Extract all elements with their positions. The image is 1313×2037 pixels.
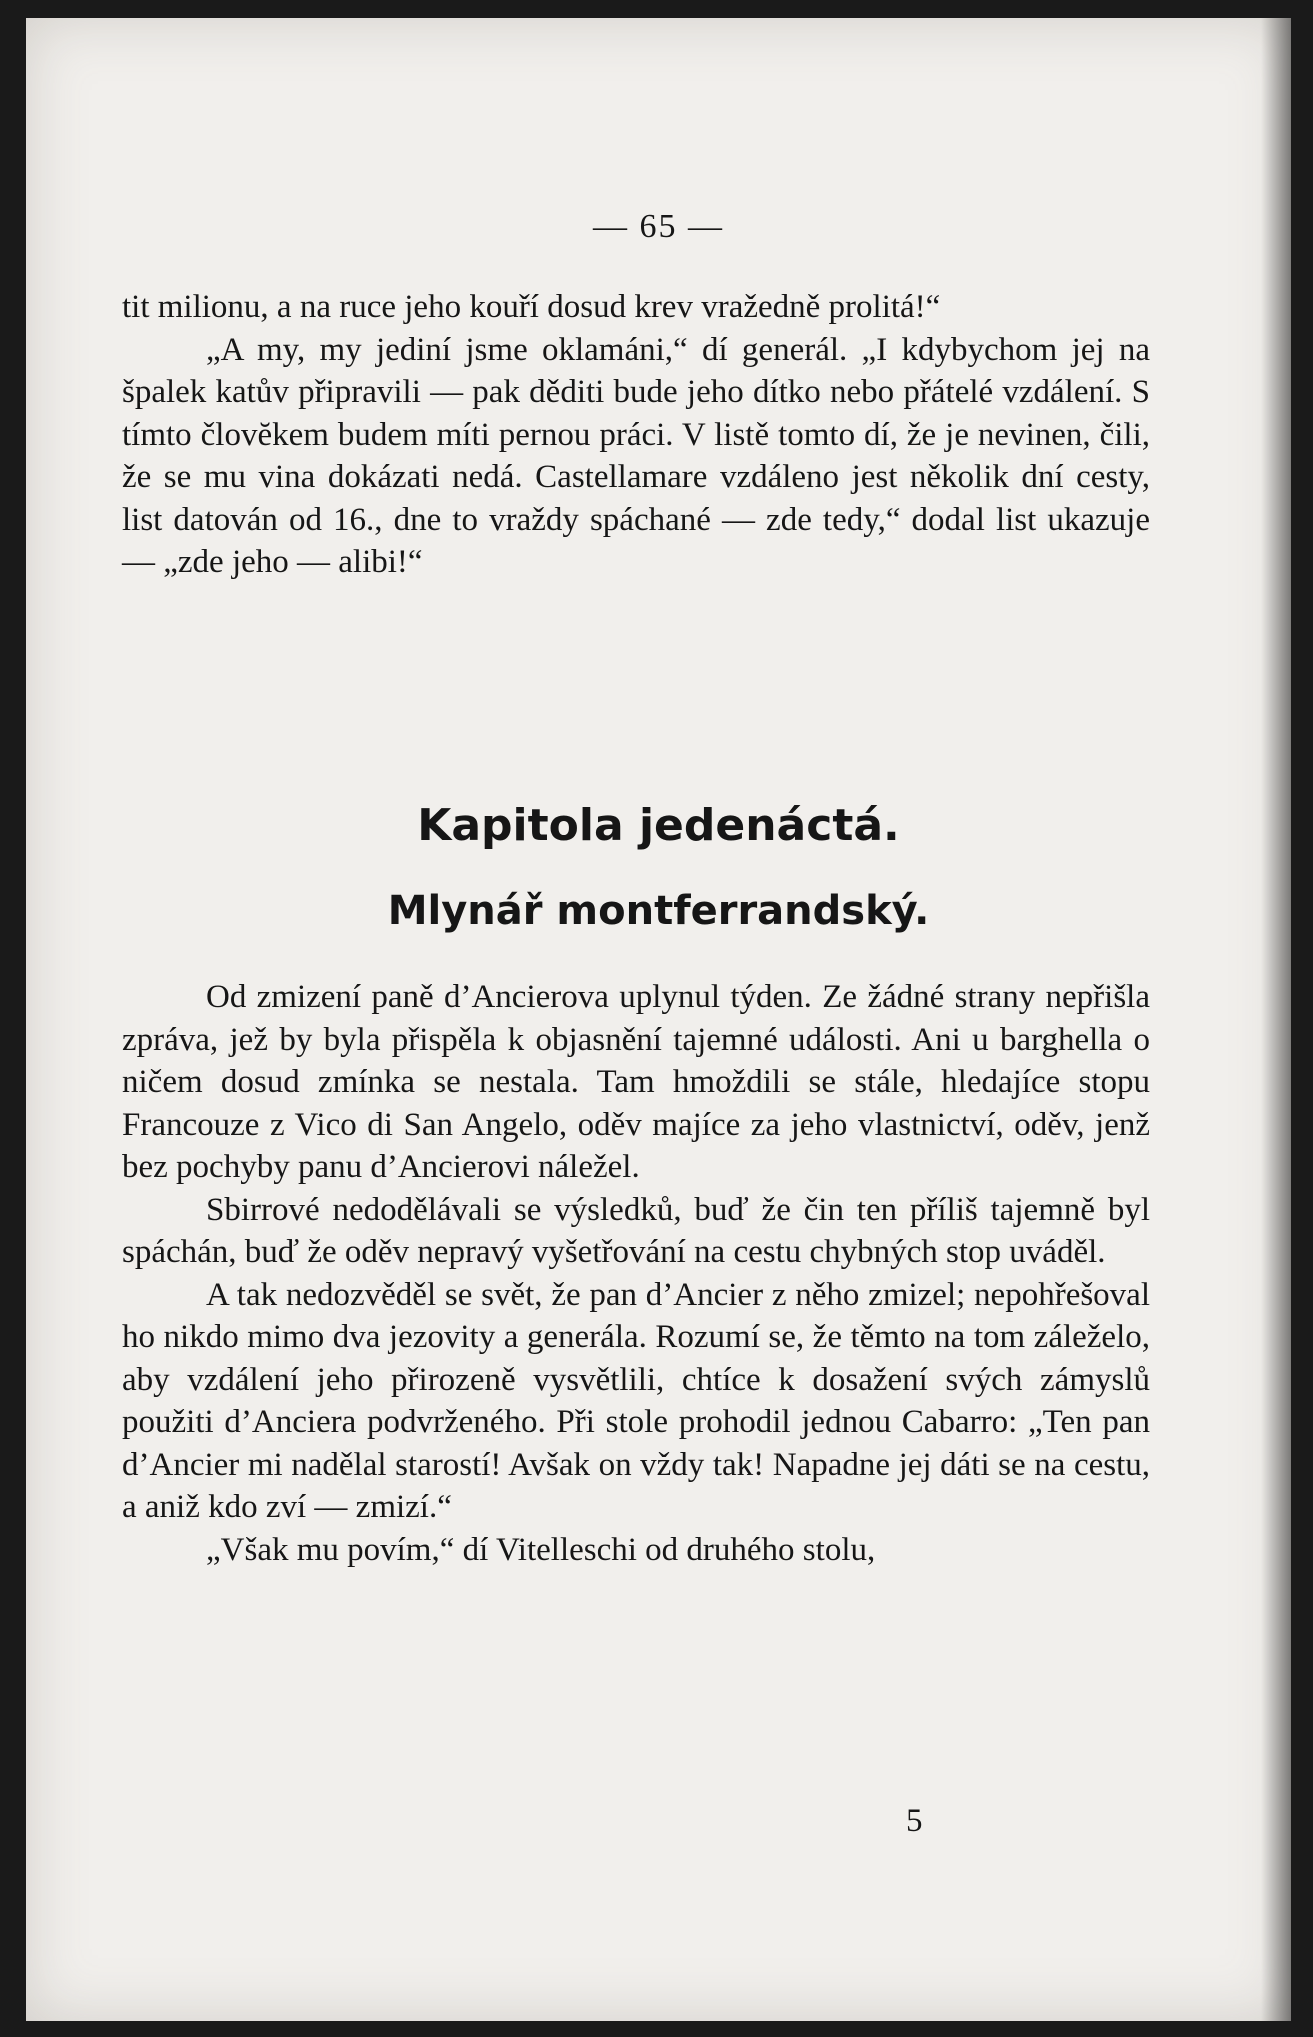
page-number: — 65 — bbox=[593, 208, 724, 245]
text-block-top bbox=[122, 286, 1150, 584]
chapter-title: Kapitola jedenáctá. bbox=[417, 800, 900, 851]
paragraph: Sbirrové nedodělávali se výsledků, buď že čin ten příliš tajemně byl spáchán, buď že oděv nepravý vyšetřování na cestu chybných stop uváděl. bbox=[122, 1191, 1150, 1270]
chapter-subtitle: Mlynář montferrandský. bbox=[387, 888, 930, 934]
paragraph: tit milionu, a na ruce jeho kouří dosud krev vražedně prolitá!“ bbox=[122, 289, 941, 325]
paragraph: A tak nedozvěděl se svět, že pan d’Ancier z něho zmizel; nepohřešoval ho nikdo mimo dva jezovity a generála. Rozumí se, že těmto na tom záleželo, aby vzdálení jeho přirozeně vysvětlili, chtíce k dosažení svých zámyslů použiti d’Anciera podvrženého. Při stole prohodil jednou Cabarro: „Ten pan d’Ancier mi nadělal starostí! Avšak on vždy tak! Napadne jej dáti se na cestu, a aniž kdo zví — zmizí.“ bbox=[122, 1276, 1150, 1525]
page-edge-shadow bbox=[1261, 18, 1291, 2021]
paragraph: „A my, my jediní jsme oklamáni,“ dí generál. „I kdybychom jej na špalek katův připravili — pak děditi bude jeho dítko nebo přátelé vzdálení. S tímto človĕkem budem míti pernou práci. V listě tomto dí, že je nevinen, čili, že se mu vina dokázati nedá. Castellamare vzdáleno jest několik dní cesty, list datován od 16., dne to vraždy spáchané — zde tedy,“ dodal list ukazuje — „zde jeho — alibi!“ bbox=[122, 331, 1150, 580]
book-page bbox=[26, 18, 1291, 2021]
text-block-main bbox=[122, 976, 1150, 1571]
paragraph: Od zmizení paně d’Ancierova uplynul týden. Ze žádné strany nepřišla zpráva, jež by byla přispěla k objasnění tajemné události. Ani u barghella o ničem dosud zmínka se nestala. Tam hmoždili se stále, hledajíce stopu Francouze z Vico di San Angelo, oděv majíce za jeho vlastnictví, oděv, jenž bez pochyby panu d’Ancierovi náležel. bbox=[122, 979, 1150, 1185]
signature-mark: 5 bbox=[906, 1803, 923, 1839]
paragraph: „Však mu povím,“ dí Vitelleschi od druhého stolu, bbox=[206, 1531, 876, 1568]
